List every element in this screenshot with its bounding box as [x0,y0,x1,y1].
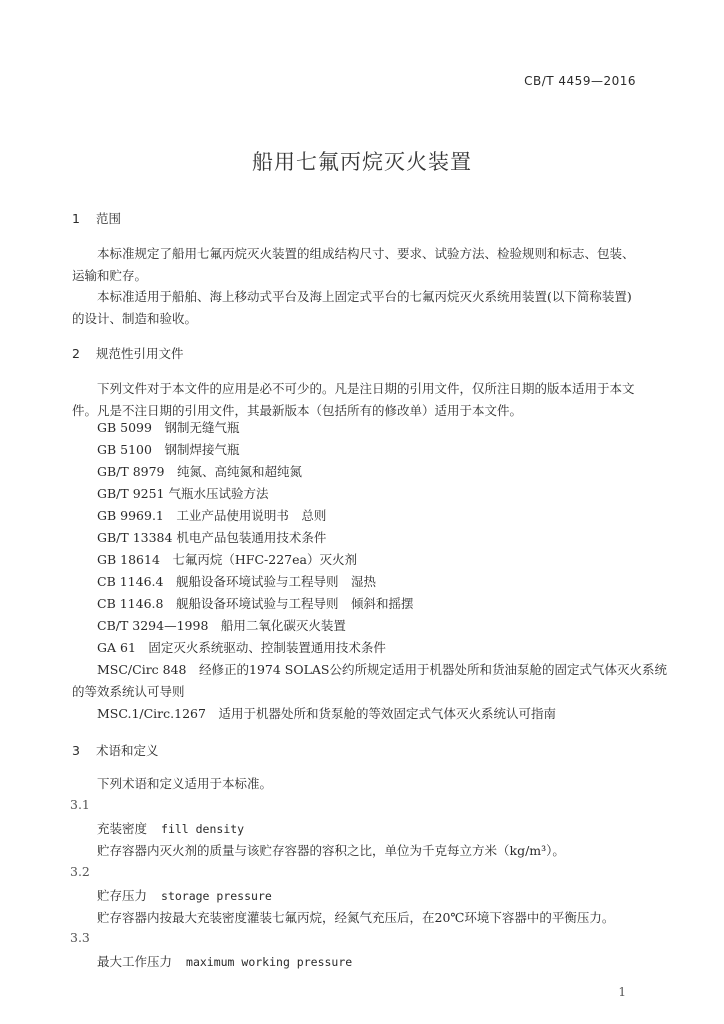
term-heading [97,952,352,970]
reference-item: CB 1146.4 舰船设备环境试验与工程导则 湿热 [97,574,376,589]
section-title: 术语和定义 [96,743,159,758]
section-2-intro: 下列文件对于本文件的应用是必不可少的。凡是注日期的引用文件，仅所注日期的版本适用于本文件。凡是不注日期的引用文件，其最新版本（包括所有的修改单）适用于本文件。 [72,381,635,418]
section-1-heading [72,209,121,227]
reference-item: CB 1146.8 舰船设备环境试验与工程导则 倾斜和摇摆 [97,596,414,611]
term-en: storage pressure [161,889,272,903]
term-cn: 最大工作压力 [97,954,173,969]
term-number: 3.2 [70,864,90,879]
section-2-heading [72,344,184,362]
term-en: fill density [161,822,245,836]
term-heading [97,819,244,837]
section-3-heading [72,741,159,759]
term-en: maximum working pressure [186,955,353,969]
reference-item: GB 18614 七氟丙烷（HFC-227ea）灭火剂 [97,552,357,567]
section-title: 规范性引用文件 [96,346,184,361]
term-definition: 贮存容器内按最大充装密度灌装七氟丙烷，经氮气充压后，在20℃环境下容器中的平衡压力。 [97,910,615,925]
term-number: 3.1 [70,797,90,812]
section-number: 2 [72,346,80,361]
section-number: 3 [72,743,80,758]
term-heading [97,886,272,904]
section-1-paragraph-2: 本标准适用于船舶、海上移动式平台及海上固定式平台的七氟丙烷灭火系统用装置(以下简称装置)的设计、制造和验收。 [72,289,632,326]
reference-item: GB 5099 钢制无缝气瓶 [97,420,240,435]
reference-item: GB/T 8979 纯氮、高纯氮和超纯氮 [97,464,303,479]
reference-item-msc848-continued: 的等效系统认可导则 [72,684,185,699]
reference-item: GB/T 9251 气瓶水压试验方法 [97,486,269,501]
reference-item: GB/T 13384 机电产品包装通用技术条件 [97,530,327,545]
document-title: 船用七氟丙烷灭火装置 [252,150,472,174]
term-definition: 贮存容器内灭火剂的质量与该贮存容器的容积之比，单位为千克每立方米（kg/m³）。 [97,843,565,858]
reference-item: CB/T 3294—1998 船用二氧化碳灭火装置 [97,618,346,633]
reference-item-msc848: MSC/Circ 848 经修正的1974 SOLAS公约所规定适用于机器处所和货油泵舱的固定式气体灭火系统 [97,662,667,677]
term-cn: 充装密度 [97,821,148,836]
term-cn: 贮存压力 [97,888,148,903]
section-title: 范围 [96,211,122,226]
reference-item: GA 61 固定灭火系统驱动、控制装置通用技术条件 [97,640,386,655]
term-number: 3.3 [70,930,90,945]
standard-code: CB/T 4459—2016 [524,74,636,88]
section-number: 1 [72,211,80,226]
page-number: 1 [618,985,626,999]
reference-item-msc1267: MSC.1/Circ.1267 适用于机器处所和货泵舱的等效固定式气体灭火系统认可指南 [97,706,556,721]
reference-item: GB 9969.1 工业产品使用说明书 总则 [97,508,327,523]
reference-item: GB 5100 钢制焊接气瓶 [97,442,240,457]
section-3-intro: 下列术语和定义适用于本标准。 [97,776,273,791]
section-1-paragraph-1: 本标准规定了船用七氟丙烷灭火装置的组成结构尺寸、要求、试验方法、检验规则和标志、包装、运输和贮存。 [72,246,635,283]
